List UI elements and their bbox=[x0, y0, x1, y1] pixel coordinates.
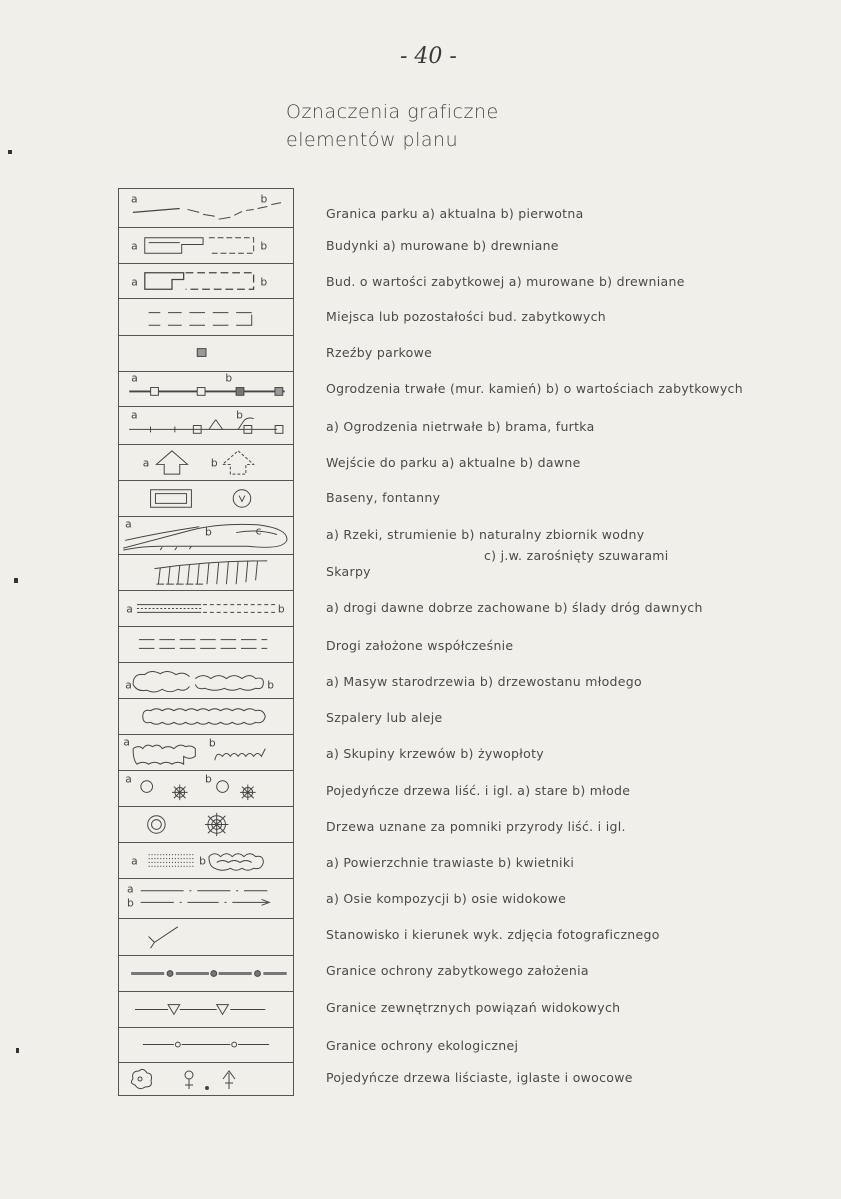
legend-symbol-shrubs bbox=[119, 735, 293, 771]
symbol-label-a: a bbox=[130, 192, 138, 206]
legend-symbol-axes bbox=[119, 879, 293, 919]
legend-desc-single-trees: Pojedyńcze drzewa liść. i igl. a) stare b) młode bbox=[326, 783, 631, 798]
legend-desc-old-roads: a) drogi dawne dobrze zachowane b) ślady dróg dawnych bbox=[326, 600, 703, 615]
page-number: - 40 - bbox=[400, 44, 457, 69]
legend-symbol-temporary-fences bbox=[119, 407, 293, 445]
legend-desc-protection-boundary: Granice ochrony zabytkowego założenia bbox=[326, 963, 589, 978]
legend-symbol-tree-massif bbox=[119, 663, 293, 699]
symbol-label-b: b bbox=[205, 772, 212, 786]
margin-mark bbox=[8, 150, 12, 154]
title-line-1: Oznaczenia graficzne bbox=[286, 101, 499, 123]
legend-desc-axes: a) Osie kompozycji b) osie widokowe bbox=[326, 891, 567, 906]
symbol-label-b: b bbox=[260, 239, 268, 253]
legend-symbol-building-remains bbox=[119, 299, 293, 336]
symbol-label-a: a bbox=[125, 772, 132, 786]
symbol-label-a: a bbox=[125, 517, 132, 531]
symbol-label-a: a bbox=[127, 882, 134, 896]
legend-symbol-tree-types bbox=[119, 1063, 293, 1096]
title-line-2: elementów planu bbox=[286, 129, 459, 151]
legend-desc-pools: Baseny, fontanny bbox=[326, 490, 441, 505]
legend-symbol-alleys bbox=[119, 699, 293, 735]
legend-desc-building-remains: Miejsca lub pozostałości bud. zabytkowych bbox=[326, 309, 606, 324]
margin-mark bbox=[14, 578, 18, 583]
symbol-label-b: b bbox=[267, 678, 275, 692]
symbol-label-b: b bbox=[199, 854, 206, 868]
legend-symbol-ecological-boundary bbox=[119, 1028, 293, 1063]
symbol-label-b: b bbox=[127, 896, 134, 910]
legend-symbol-historic-buildings bbox=[119, 264, 293, 299]
symbol-label-a: a bbox=[131, 854, 138, 868]
legend-desc-photo-position: Stanowisko i kierunek wyk. zdjęcia fotograficznego bbox=[326, 927, 660, 942]
symbol-label-b: b bbox=[205, 525, 212, 539]
legend-symbol-park-entrance bbox=[119, 445, 293, 481]
legend-symbol-pools bbox=[119, 481, 293, 517]
legend-desc-park-entrance: Wejście do parku a) aktualne b) dawne bbox=[326, 455, 581, 470]
legend-desc-buildings: Budynki a) murowane b) drewniane bbox=[326, 238, 559, 253]
legend-symbol-monument-trees bbox=[119, 807, 293, 843]
legend-desc-alleys: Szpalery lub aleje bbox=[326, 710, 443, 725]
legend-desc-shrubs: a) Skupiny krzewów b) żywopłoty bbox=[326, 746, 544, 761]
legend-symbol-photo-position bbox=[119, 919, 293, 956]
symbol-label-a: a bbox=[125, 678, 132, 692]
legend-desc-ecological-boundary: Granice ochrony ekologicznej bbox=[326, 1038, 519, 1053]
legend-symbol-permanent-fences bbox=[119, 372, 293, 407]
legend-desc-modern-roads: Drogi założone współcześnie bbox=[326, 638, 514, 653]
symbol-label-b: b bbox=[260, 192, 268, 206]
symbol-label-b: b bbox=[210, 456, 218, 470]
legend-desc-historic-buildings: Bud. o wartości zabytkowej a) murowane b) drewniane bbox=[326, 274, 685, 289]
symbol-label-b: b bbox=[225, 372, 233, 385]
legend-symbol-single-trees bbox=[119, 771, 293, 807]
legend-desc-view-connections: Granice zewnętrznych powiązań widokowych bbox=[326, 1000, 621, 1015]
legend-desc-temporary-fences: a) Ogrodzenia nietrwałe b) brama, furtka bbox=[326, 419, 595, 434]
margin-mark bbox=[16, 1048, 19, 1053]
symbol-label-a: a bbox=[123, 735, 130, 749]
legend-desc-sculptures: Rzeźby parkowe bbox=[326, 345, 433, 360]
legend-symbol-park-boundary bbox=[119, 189, 293, 228]
symbol-label-a: a bbox=[131, 372, 138, 385]
legend-desc-rivers: a) Rzeki, strumienie b) naturalny zbiornik wodny bbox=[326, 527, 645, 542]
legend-symbol-buildings bbox=[119, 228, 293, 264]
symbol-label-b: b bbox=[236, 408, 243, 422]
legend-symbol-modern-roads bbox=[119, 627, 293, 663]
legend-symbol-lawns bbox=[119, 843, 293, 879]
legend-desc-tree-massif: a) Masyw starodrzewia b) drzewostanu młodego bbox=[326, 674, 642, 689]
legend-desc-monument-trees: Drzewa uznane za pomniki przyrody liść. i igl. bbox=[326, 819, 626, 834]
symbol-label-b: b bbox=[208, 736, 216, 750]
legend-symbol-old-roads bbox=[119, 591, 293, 627]
page-title bbox=[286, 98, 499, 154]
symbol-label-a: a bbox=[131, 275, 138, 289]
symbol-label-a: a bbox=[126, 602, 133, 616]
legend-desc-tree-types: Pojedyńcze drzewa liściaste, iglaste i owocowe bbox=[326, 1070, 633, 1085]
symbol-label-a: a bbox=[131, 239, 138, 253]
symbol-label-c: c bbox=[255, 524, 262, 538]
legend-desc-permanent-fences: Ogrodzenia trwałe (mur. kamień) b) o wartościach zabytkowych bbox=[326, 381, 743, 396]
symbol-label-a: a bbox=[131, 408, 138, 422]
symbol-label-b: b bbox=[260, 275, 268, 289]
legend-symbol-sculptures bbox=[119, 336, 293, 372]
legend-symbol-protection-boundary bbox=[119, 956, 293, 992]
legend-table bbox=[118, 188, 294, 1096]
legend-desc-rivers-line2: c) j.w. zarośnięty szuwarami bbox=[484, 548, 669, 563]
symbol-label-a: a bbox=[142, 456, 150, 470]
legend-symbol-rivers bbox=[119, 517, 293, 555]
legend-symbol-view-connections bbox=[119, 992, 293, 1028]
legend-desc-park-boundary: Granica parku a) aktualna b) pierwotna bbox=[326, 206, 584, 221]
legend-desc-escarpments: Skarpy bbox=[326, 564, 371, 579]
legend-symbol-escarpments bbox=[119, 555, 293, 591]
legend-desc-lawns: a) Powierzchnie trawiaste b) kwietniki bbox=[326, 855, 575, 870]
symbol-label-b: b bbox=[277, 602, 285, 616]
